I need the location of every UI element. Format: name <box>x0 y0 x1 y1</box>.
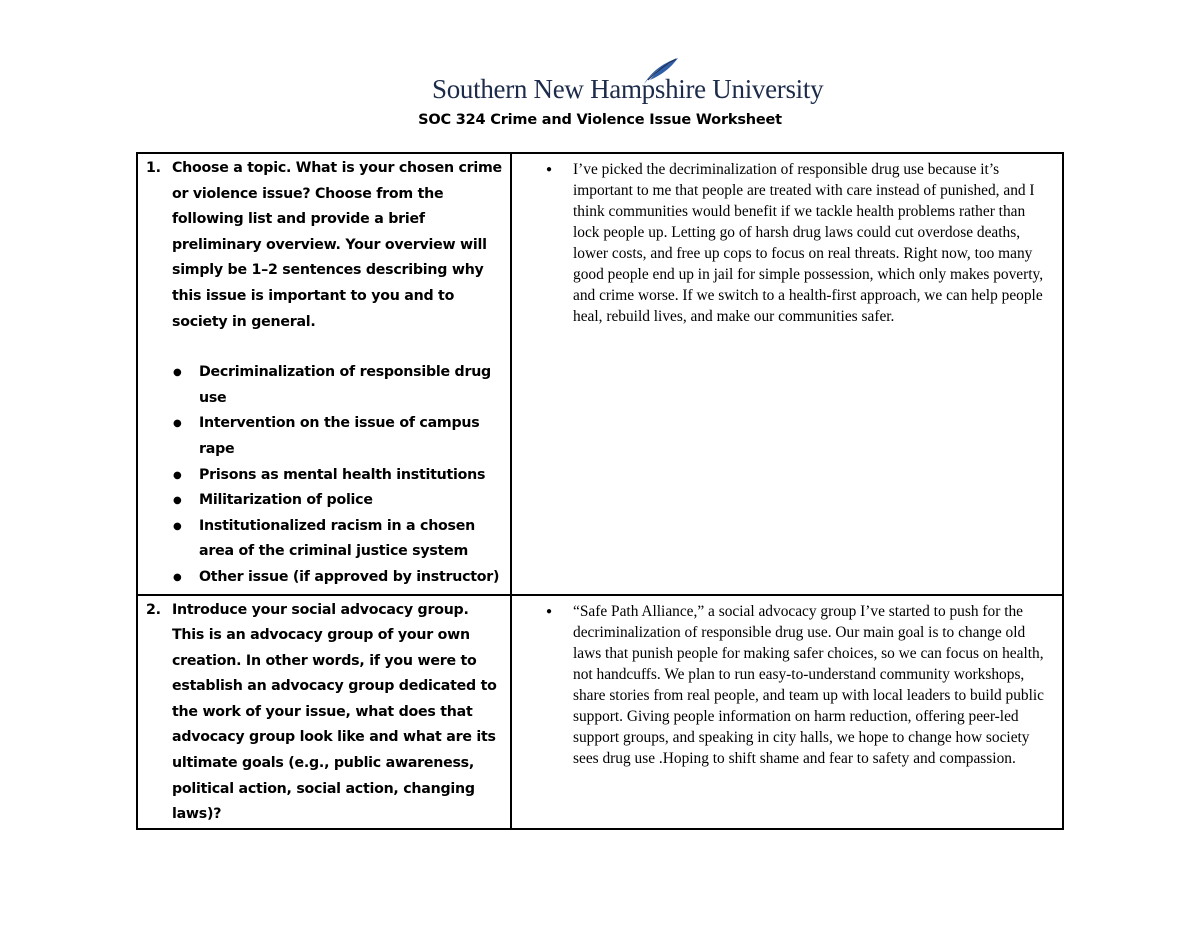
quill-leaf-icon <box>640 56 680 86</box>
bullet-icon: ● <box>173 367 182 379</box>
bullet-icon: ● <box>173 520 182 532</box>
question-cell <box>137 153 511 595</box>
bullet-icon: ● <box>173 571 182 583</box>
answer-cell <box>511 153 1063 595</box>
topic-options-list <box>172 360 504 590</box>
list-item: ● Institutionalized racism in a chosen area of the criminal justice system <box>172 514 504 565</box>
university-logo-text: Southern New Hampshire University <box>432 74 824 104</box>
question-prompt: Introduce your social advocacy group. This is an advocacy group of your own creation. In other words, if you were to establish an advocacy group dedicated to the work of your issue, what does that advocacy group look like and what are its ultimate goals (e.g., public awareness, political action, social action, changing laws)? <box>172 601 497 823</box>
worksheet-table <box>136 152 1064 830</box>
question-number: 1. <box>146 160 161 176</box>
list-item: ● Intervention on the issue of campus rape <box>172 411 504 462</box>
question-cell <box>137 595 511 829</box>
worksheet-title: SOC 324 Crime and Violence Issue Worksheet <box>418 112 782 128</box>
bullet-icon: ● <box>546 164 553 175</box>
answer-text: I’ve picked the decriminalization of responsible drug use because it’s important to me that people are treated with care instead of punished, and I think communities would benefit if we tackle health problems rather than lock people up. Letting go of harsh drug laws could cut overdose deaths, lower costs, and free up cops to focus on real threats. Right now, too many good people end up in jail for simple possession, which only makes poverty, and crime worse. If we switch to a health-first approach, we can help people heal, rebuild lives, and make our communities safer. <box>573 161 1044 325</box>
list-item: ● Militarization of police <box>172 488 504 514</box>
question-number: 2. <box>146 601 161 618</box>
list-item: ● Other issue (if approved by instructor) <box>172 565 504 591</box>
bullet-icon: ● <box>173 495 182 507</box>
list-item: ● Prisons as mental health institutions <box>172 463 504 489</box>
table-row <box>137 153 1063 595</box>
university-logo <box>432 56 824 108</box>
answer-text: “Safe Path Alliance,” a social advocacy group I’ve started to push for the decriminalization of responsible drug use. Our main goal is to change old laws that punish people for making safer choices, so we can focus on health, not handcuffs. We plan to run easy-to-understand community workshops, share stories from real people, and team up with local leaders to build public support. Giving people information on harm reduction, offering peer-led support groups, and speaking in city halls, we hope to change how society sees drug use .Hoping to shift shame and fear to safety and compassion. <box>573 602 1044 767</box>
answer-cell <box>511 595 1063 829</box>
bullet-icon: ● <box>546 605 553 617</box>
table-row <box>137 595 1063 829</box>
question-prompt: Choose a topic. What is your chosen crime or violence issue? Choose from the following list and provide a brief preliminary overview. Your overview will simply be 1–2 sentences describing why this issue is important to you and to society in general. <box>172 160 502 330</box>
bullet-icon: ● <box>173 469 182 481</box>
list-item: ● Decriminalization of responsible drug use <box>172 360 504 411</box>
bullet-icon: ● <box>173 418 182 430</box>
